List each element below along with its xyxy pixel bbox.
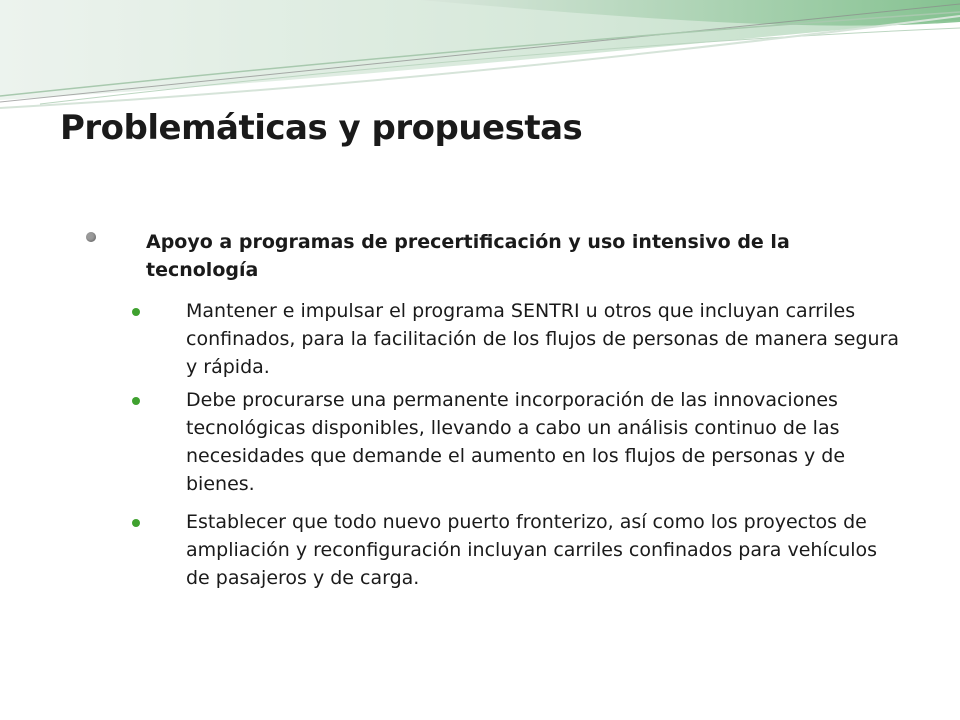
- sub-bullet-text-2: Debe procurarse una permanente incorporación de las innovaciones tecnológicas disponibles, llevando a cabo un análisis continuo de las necesidades que demande el aumento en los flujos de personas y de bienes.: [186, 389, 846, 495]
- sub-bullet-icon: [132, 397, 140, 405]
- sub-bullet-text-3: Establecer que todo nuevo puerto fronterizo, así como los proyectos de ampliación y reconfiguración incluyan carriles confinados para vehículos de pasajeros y de carga.: [186, 511, 878, 589]
- main-bullet-text: Apoyo a programas de precertificación y uso intensivo de la tecnología: [146, 231, 790, 281]
- sub-bullet-icon: [132, 519, 140, 527]
- main-bullet-icon: [86, 232, 96, 242]
- slide-title: Problemáticas y propuestas: [60, 108, 583, 148]
- sub-bullet-icon: [132, 308, 140, 316]
- sub-bullet-text-1: Mantener e impulsar el programa SENTRI u otros que incluyan carriles confinados, para la facilitación de los flujos de personas de manera segura y rápida.: [186, 300, 900, 378]
